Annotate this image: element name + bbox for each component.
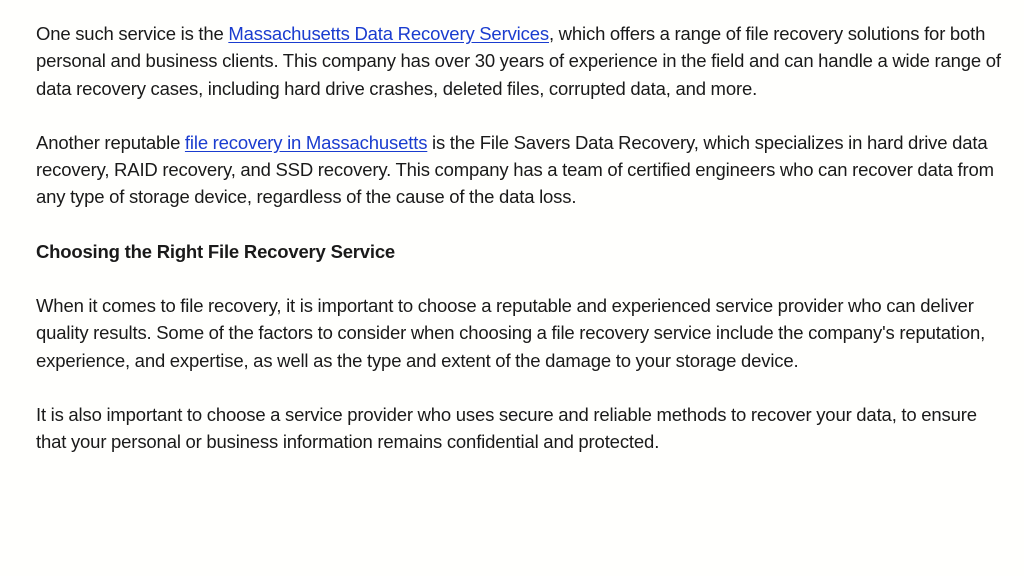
massachusetts-data-recovery-link[interactable]: Massachusetts Data Recovery Services xyxy=(228,23,549,44)
paragraph-choosing-provider: When it comes to file recovery, it is important to choose a reputable and experienced service provider who can deliver quality results. Some of the factors to consider when choosing a file recovery service include the company's reputation, experience, and expertise, as well as the type and extent of the damage to your storage device. xyxy=(36,295,986,371)
section-heading: Choosing the Right File Recovery Service xyxy=(36,240,396,262)
file-recovery-massachusetts-link[interactable]: file recovery in Massachusetts xyxy=(184,131,428,153)
slide-content xyxy=(36,20,1008,483)
paragraph-1-text-start: One such service is the xyxy=(36,23,229,44)
paragraph-2-text-end: is the File Savers Data Recovery, which specializes in hard drive data recovery, RAID recovery, and SSD recovery. This company has a team of certified engineers who can recover data from any type of storage device, regardless of the cause of the data loss. xyxy=(36,131,994,208)
paragraph-secure-methods: It is also important to choose a service provider who uses secure and reliable methods to recover your data, to ensure that your personal or business information remains confidential and protected. xyxy=(36,403,977,453)
paragraph-file-savers xyxy=(36,129,1008,211)
paragraph-2-text-start: Another reputable xyxy=(36,131,185,153)
paragraph-1-text-end: , which offers a range of file recovery solutions for both personal and business clients. This company has over 30 years of experience in the field and can handle a wide range of data recovery cases, including hard drive crashes, deleted files, corrupted data, and more. xyxy=(36,23,1001,99)
paragraph-massachusetts-services xyxy=(36,20,1008,102)
